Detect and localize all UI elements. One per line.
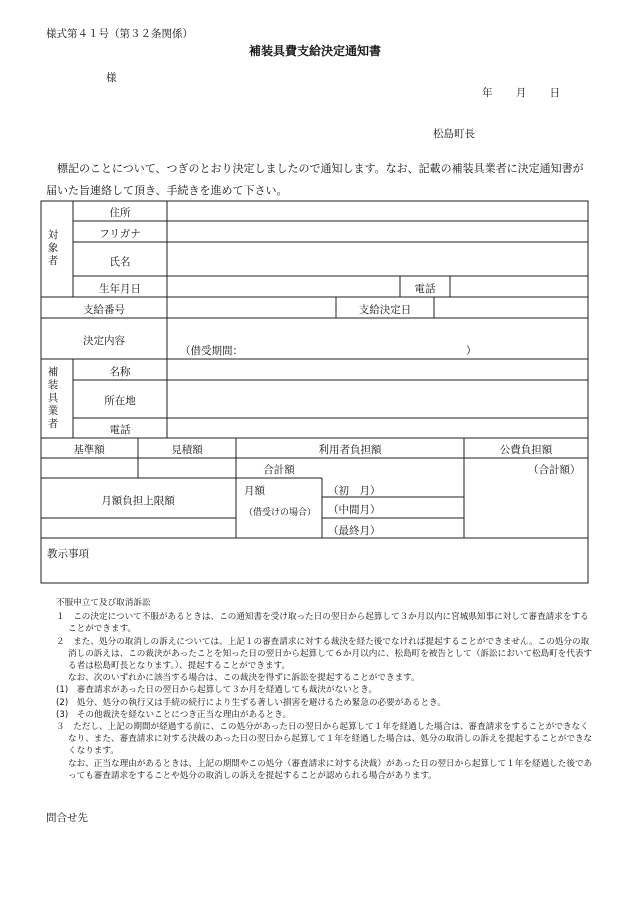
appeal-item-2: (2) 処分、処分の執行又は手続の続行により生ずる著しい損害を避けるため緊急の必要があるとき。 xyxy=(56,697,446,708)
vendor-address-label: 所在地 xyxy=(104,395,136,407)
recipient-suffix: 様 xyxy=(106,72,117,84)
middle-month-label: （中間月） xyxy=(328,504,381,516)
payment-date-label: 支給決定日 xyxy=(358,304,412,316)
address-label: 住所 xyxy=(109,207,131,219)
loan-period-label: （借受期間： xyxy=(180,345,243,357)
furigana-label: フリガナ xyxy=(99,228,141,240)
payment-number-label: 支給番号 xyxy=(83,304,125,316)
public-burden-label: 公費負担額 xyxy=(499,444,553,456)
remarks-label: 教示事項 xyxy=(47,548,89,560)
appeal-paragraph-1: １ この決定について不服があるときは、この通知書を受け取った日の翌日から起算して３か月以内に宮城県知事に対して審査請求をすることができます。 xyxy=(56,612,589,635)
vendor-group-label: 補装具業者 xyxy=(47,366,59,430)
total-label: 合計額 xyxy=(263,464,295,476)
appeal-paragraph-2-note: なお、次のいずれかに該当する場合は、この裁決を得ずに訴訟を提起することができます。 xyxy=(68,673,420,684)
intro-text: 標記のことについて、つぎのとおり決定しましたので通知します。なお、記載の補装具業者に決定通知書が届いた旨連絡して頂き、手続きを進めて下さい。 xyxy=(46,162,584,197)
decision-label: 決定内容 xyxy=(83,335,125,347)
phone-label: 電話 xyxy=(414,283,436,295)
monthly-label: 月額 xyxy=(244,485,265,497)
appeal-section xyxy=(56,597,596,782)
last-month-label: （最終月） xyxy=(328,525,381,537)
appeal-paragraph-2: ２ また、処分の取消しの訴えについては、上記１の審査請求に対する裁決を経た後でなければ提起することができません。この処分の取消しの訴えは、この裁決があったことを知った日の翌日から起算して６か月以内に、松島町を被告として（訴訟において松島町を代表する者は松島町長となります。）、提起することができます。 xyxy=(56,636,593,672)
first-month-label: （初 月） xyxy=(328,485,381,497)
appeal-heading: 不服申立て及び取消訴訟 xyxy=(56,598,151,608)
base-amount-label: 基準額 xyxy=(73,444,105,456)
vendor-phone-label: 電話 xyxy=(109,424,131,436)
document-title: 補装具費支給決定通知書 xyxy=(248,44,381,58)
subject-group-label: 対象者 xyxy=(47,229,59,267)
loan-period-close: ） xyxy=(466,345,477,357)
appeal-item-1: (1) 審査請求があった日の翌日から起算して３か月を経過しても裁決がないとき。 xyxy=(56,685,378,696)
contact-label: 問合せ先 xyxy=(46,812,88,824)
loan-case-label: （借受けの場合） xyxy=(244,508,317,518)
public-total-label: （合計額） xyxy=(528,464,581,476)
birthdate-label: 生年月日 xyxy=(99,283,141,295)
user-burden-label: 利用者負担額 xyxy=(318,444,382,456)
issue-date: 年 月 日 xyxy=(482,87,561,99)
appeal-paragraph-3: ３ ただし、上記の期間が経過する前に、この処分があった日の翌日から起算して１年を経過した場合は、審査請求をすることができなくなり、また、審査請求に対する決裁のあった日の翌日から起算して１年を経過した場合は、処分の取消しの訴えを提起することができなくなります。 xyxy=(56,722,593,757)
name-label: 氏名 xyxy=(109,256,131,268)
vendor-name-label: 名称 xyxy=(109,366,131,378)
monthly-limit-label: 月額負担上限額 xyxy=(101,495,175,507)
issuer-name: 松島町長 xyxy=(433,128,475,140)
appeal-paragraph-3-note: なお、正当な理由があるときは、上記の期間やこの処分（審査請求に対する決裁）があった日の翌日から起算して１年を経過した後であっても審査請求をすることや処分の取消しの訴えを提起することが認められる場合があります。 xyxy=(68,758,593,781)
estimate-label: 見積額 xyxy=(171,444,203,456)
form-number: 様式第４１号（第３２条関係） xyxy=(46,28,193,40)
appeal-item-3: (3) その他裁決を経ないことにつき正当な理由があるとき。 xyxy=(56,709,292,720)
